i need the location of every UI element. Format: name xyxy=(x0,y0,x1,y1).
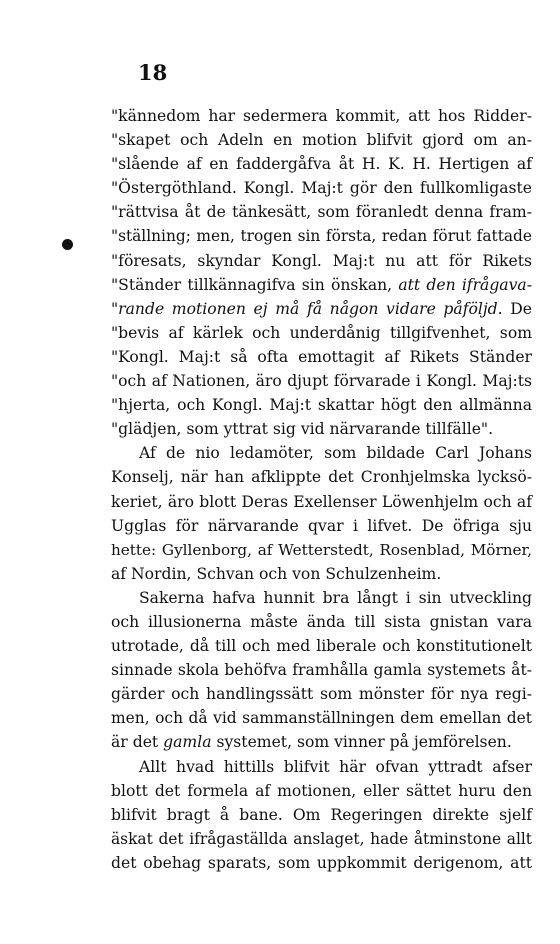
text-line: gärder och handlingssätt som mönster för nya regi- xyxy=(111,685,532,704)
paragraph-start: Sakerna hafva hunnit bra långt i sin utveckling xyxy=(139,588,532,607)
italic-phrase: "rande motionen ej må få någon vidare påföljd. xyxy=(111,299,503,318)
text-line: hette: Gyllenborg, af Wetterstedt, Rosenblad, Mörner, xyxy=(111,540,532,559)
text-line: "kännedom har sedermera kommit, att hos Ridder- xyxy=(111,107,532,125)
margin-dot xyxy=(62,239,73,250)
text-line: "Östergöthland. Kongl. Maj:t gör den fullkomligaste xyxy=(111,179,532,198)
text-line: af Nordin, Schvan och von Schulzenheim. xyxy=(111,564,442,583)
text-line: det obehag sparats, som uppkommit derigenom, att xyxy=(111,853,532,872)
text-line: Ugglas för närvarande qvar i lifvet. De öfriga sju xyxy=(111,516,532,535)
paragraph-start: Af de nio ledamöter, som bildade Carl Johans xyxy=(139,444,532,463)
text-segment: är det xyxy=(111,733,159,752)
italic-word: gamla xyxy=(163,733,212,752)
text-segment: De xyxy=(510,299,532,318)
text-line: utrotade, då till och med liberale och konstitutionelt xyxy=(111,637,532,656)
text-line: keriet, äro blott Deras Exellenser Löwenhjelm och af xyxy=(111,492,532,511)
text-line: "skapet och Adeln en motion blifvit gjord om an- xyxy=(111,131,532,150)
text-line: "ställning; men, trogen sin första, redan förut fattade xyxy=(111,227,532,246)
text-line: "Kongl. Maj:t så ofta emottagit af Rikets Ständer xyxy=(111,347,532,366)
text-line: "rättvisa åt de tänkesätt, som föranledt denna fram- xyxy=(111,203,532,222)
text-segment: systemet, som vinner på jemförelsen. xyxy=(216,733,512,752)
text-line: "föresats, skyndar Kongl. Maj:t nu att för Rikets xyxy=(111,251,532,270)
body-text xyxy=(111,104,532,875)
text-line: äskat det ifrågaställda anslaget, hade åtminstone allt xyxy=(111,829,532,848)
text-line: Konselj, när han afklippte det Cronhjelmska lycksö- xyxy=(111,468,532,487)
text-line-with-italic xyxy=(111,273,532,297)
text-segment: "Ständer tillkännagifva sin önskan, xyxy=(111,275,393,294)
text-line: blott det formela af motionen, eller sättet huru den xyxy=(111,781,532,800)
text-line: "slående af en faddergåfva åt H. K. H. Hertigen af xyxy=(111,155,532,174)
paragraph-start: Allt hvad hittills blifvit här ofvan yttradt afser xyxy=(139,757,532,776)
text-line: "hjerta, och Kongl. Maj:t skattar högt den allmänna xyxy=(111,396,532,415)
page-number: 18 xyxy=(138,60,168,85)
text-line: "och af Nationen, äro djupt förvarade i Kongl. Maj:ts xyxy=(111,372,532,391)
text-line-with-italic xyxy=(111,297,532,321)
text-line: "glädjen, som yttrat sig vid närvarande tillfälle". xyxy=(111,420,494,439)
text-line: och illusionerna måste ända till sista gnistan vara xyxy=(111,612,532,631)
text-line: blifvit bragt å bane. Om Regeringen direkte sjelf xyxy=(111,805,532,824)
text-line-with-italic xyxy=(111,730,532,754)
text-line: men, och då vid sammanställningen dem emellan det xyxy=(111,709,532,728)
italic-phrase: att den ifrågava- xyxy=(398,275,532,294)
text-line: "bevis af kärlek och underdånig tillgifvenhet, som xyxy=(111,323,532,342)
text-line: sinnade skola behöfva framhålla gamla systemets åt- xyxy=(111,661,532,680)
